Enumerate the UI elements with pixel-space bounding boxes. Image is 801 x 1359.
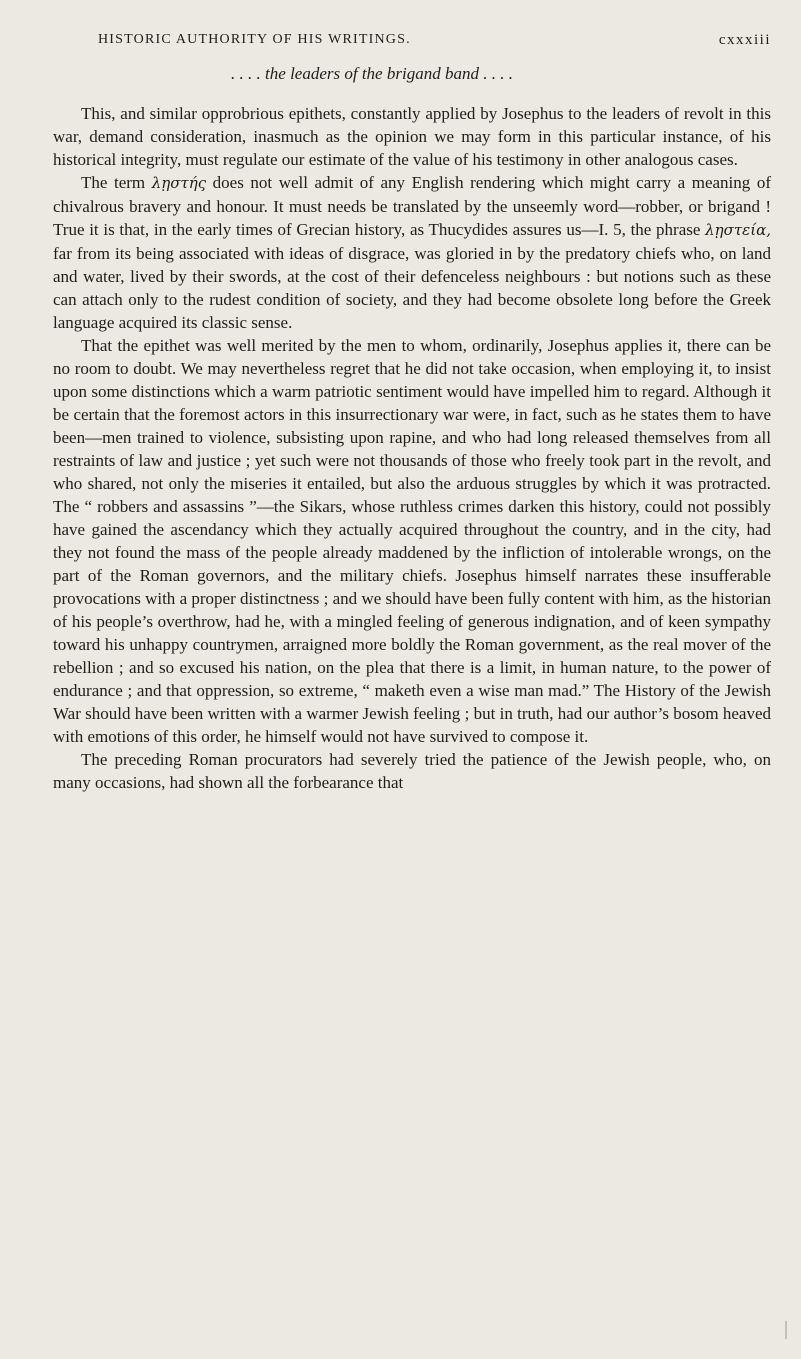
page-edge-mark bbox=[785, 1321, 787, 1339]
paragraph-2-text-b: does not well admit of any English rendering which might carry a meaning of chivalrous bravery and honour. It must needs be translated by the unseemly word—robber, or brigand ! True it is that, in the early times of Grecian history, as Thucydides assures us—I. 5, the phrase bbox=[53, 173, 771, 239]
paragraph-4: The preceding Roman procurators had severely tried the patience of the Jewish people, who, on many occasions, had shown all the forbearance that bbox=[53, 750, 771, 792]
paragraph-2-text-c: far from its being associated with ideas of disgrace, was gloried in by the predatory chiefs who, on land and water, lived by their swords, at the cost of their defenceless neighbours : but notions such as these can attach only to the rudest condition of society, and they had become obsolete long before the Greek language acquired its classic sense. bbox=[53, 244, 771, 332]
greek-term-lestes: λῃστής bbox=[151, 174, 207, 192]
paragraph-1: This, and similar opprobrious epithets, constantly applied by Josephus to the leaders of revolt in this war, demand consideration, inasmuch as the opinion we may form in this particular instance, of his historical integrity, must regulate our estimate of the value of his testimony in other analogous cases. bbox=[53, 104, 771, 169]
paragraph-3: That the epithet was well merited by the men to whom, ordinarily, Josephus applies it, there can be no room to doubt. We may nevertheless regret that he did not take occasion, when employing it, to insist upon some distinctions which a warm patriotic sentiment would have impelled him to regard. Although it be certain that the foremost actors in this insurrectionary war were, in fact, such as he states them to have been—men trained to violence, subsisting upon rapine, and who had long released themselves from all restraints of law and justice ; yet such were not thousands of those who freely took part in the revolt, and who shared, not only the miseries it entailed, but also the arduous struggles by which it was protracted. The “ robbers and assassins ”—the Sikars, whose ruthless crimes darken this history, could not possibly have gained the ascendancy which they actually acquired throughout the country, and in the city, had they not found the mass of the people already maddened by the infliction of intolerable wrongs, on the part of the Roman governors, and the military chiefs. Josephus himself narrates these insufferable provocations with a proper distinctness ; and we should have been fully content with him, as the historian of his people’s overthrow, had he, with a mingled feeling of generous indignation, and of keen sympathy toward his unhappy countrymen, arraigned more boldly the Roman government, as the real mover of the rebellion ; and so excused his nation, on the plea that there is a limit, in human nature, to the power of endurance ; and that oppression, so extreme, “ maketh even a wise man mad.” The History of the Jewish War should have been written with a warmer Jewish feeling ; but in truth, had our author’s bosom heaved with emotions of this order, he himself would not have survived to compose it. bbox=[53, 336, 771, 746]
running-title: HISTORIC AUTHORITY OF HIS WRITINGS. bbox=[98, 32, 411, 47]
main-text bbox=[53, 62, 771, 794]
greek-term-lesteia: λῃστεία, bbox=[705, 221, 771, 239]
running-head bbox=[98, 24, 771, 54]
paragraph-2-text-a: The term bbox=[81, 173, 152, 192]
epigraph: . . . . the leaders of the brigand band . . . . bbox=[231, 64, 513, 83]
paragraph-2 bbox=[53, 171, 771, 334]
page-number: cxxxiii bbox=[718, 32, 771, 48]
